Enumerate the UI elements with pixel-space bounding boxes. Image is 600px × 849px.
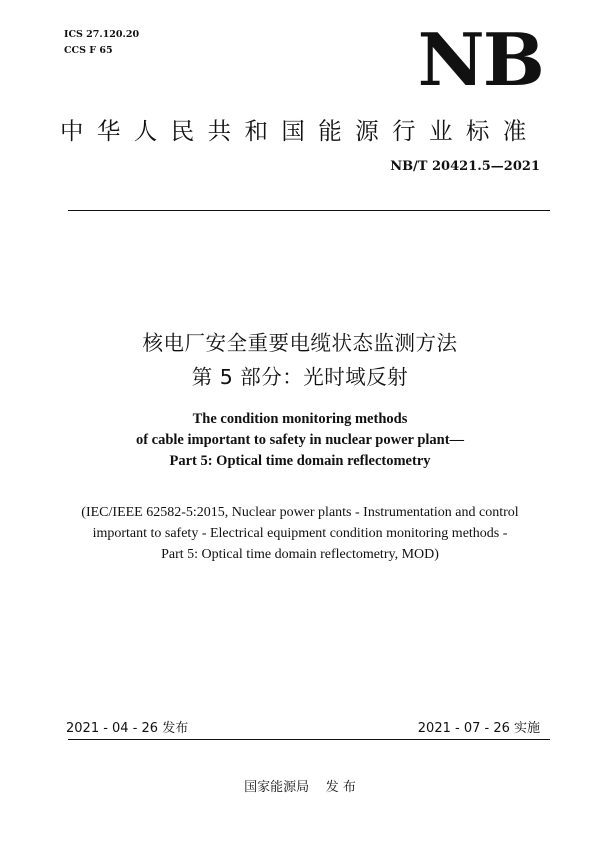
ccs-code: CCS F 65 xyxy=(64,45,113,56)
reference-standard-line-2: important to safety - Electrical equipment condition monitoring methods - xyxy=(92,526,508,541)
implementation-date: 2021 - 07 - 26 实施 xyxy=(417,721,540,736)
top-divider xyxy=(68,210,550,211)
english-title-line-2: of cable important to safety in nuclear power plant— xyxy=(135,432,465,448)
bottom-divider xyxy=(68,739,550,740)
chinese-title-line-2: 第 5 部分：光时域反射 xyxy=(191,365,409,389)
reference-standard-line-3: Part 5: Optical time domain reflectometry, MOD) xyxy=(161,547,439,562)
nb-logo: NB xyxy=(417,17,543,102)
issue-date: 2021 - 04 - 26 发布 xyxy=(66,721,189,736)
standard-number: NB/T 20421.5—2021 xyxy=(390,159,540,174)
english-title-line-1: The condition monitoring methods xyxy=(192,411,408,427)
classification-codes xyxy=(64,27,139,59)
chinese-title-line-1: 核电厂安全重要电缆状态监测方法 xyxy=(142,331,458,355)
english-title-line-3: Part 5: Optical time domain reflectometry xyxy=(169,453,431,469)
reference-standard-line-1: (IEC/IEEE 62582-5:2015, Nuclear power plants - Instrumentation and control xyxy=(81,505,519,520)
ics-code: ICS 27.120.20 xyxy=(64,29,140,40)
standard-type-heading: 中华人民共和国能源行业标准 xyxy=(60,117,540,145)
publisher: 国家能源局 发 布 xyxy=(244,780,356,795)
